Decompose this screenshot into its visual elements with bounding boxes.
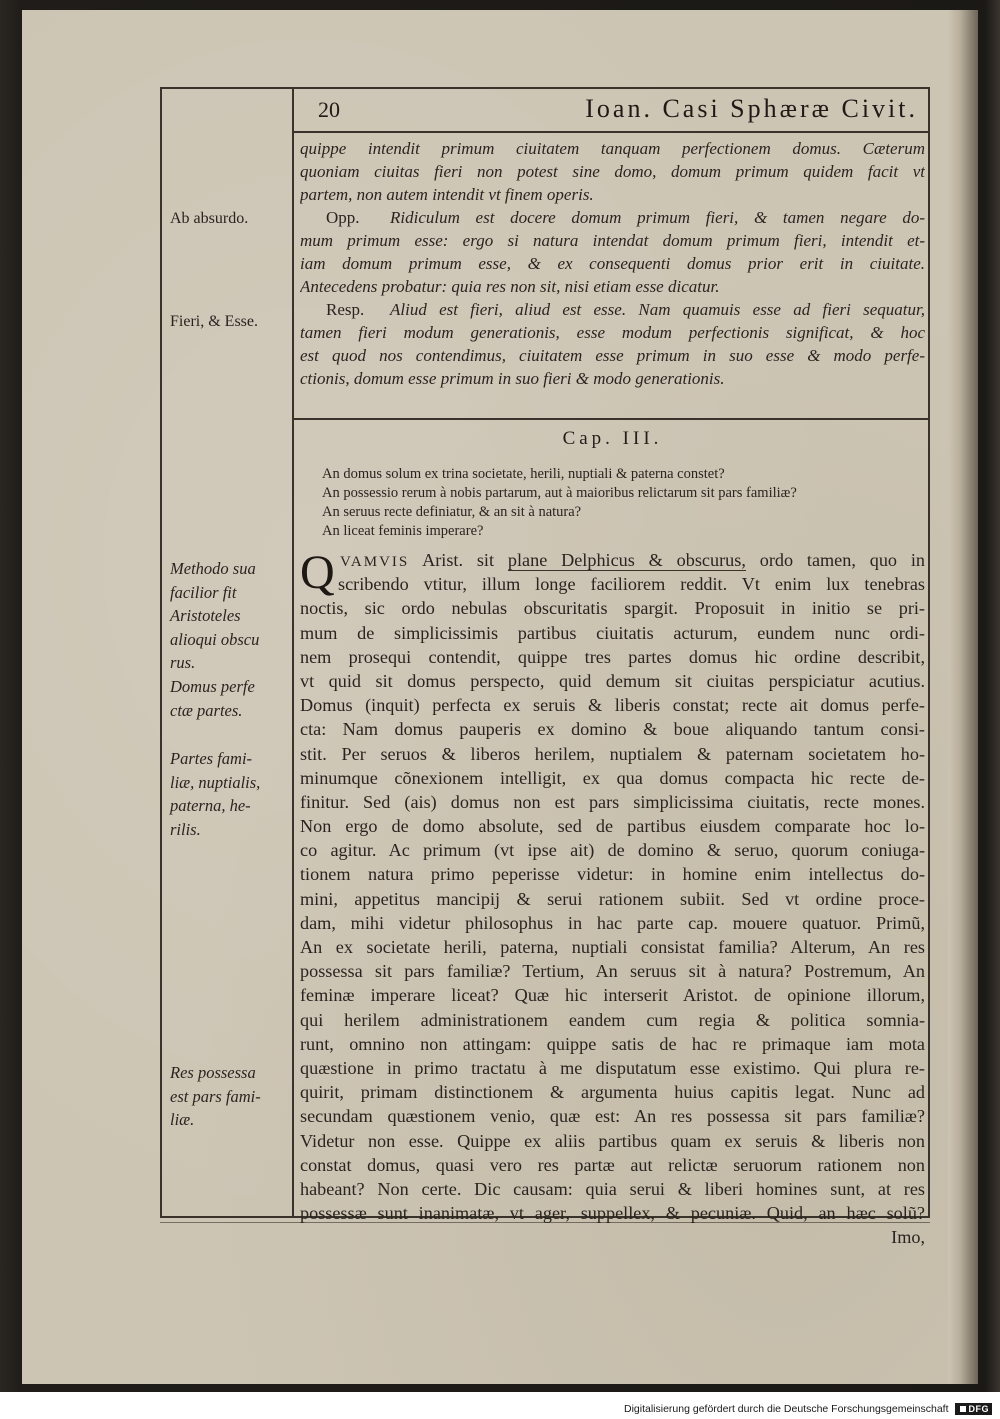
text-line: quirit, primam distinctionem & argumenta huius capitis legat. Nunc ad	[300, 1082, 925, 1103]
margin-note-line: liæ.	[170, 1110, 195, 1129]
text-line: quoniam ciuitas fieri non potest sine domo, domum primum quidem facit vt	[300, 162, 925, 181]
text-line: quippe intendit primum ciuitatem tanquam perfectionem domus. Cæterum	[300, 139, 925, 158]
frame-rule-left-inner	[292, 87, 294, 1217]
question-line: An liceat feminis imperare?	[322, 523, 484, 539]
margin-note-line: alioqui obscu	[170, 629, 260, 649]
margin-note-text: Ab absurdo.	[170, 210, 249, 227]
text-line: Domus (inquit) perfecta ex seruis & liberis constat; recte ait domus perfe-	[300, 695, 925, 716]
frame-rule-section	[294, 418, 928, 420]
text-line: feminæ imperare liceat? Quæ hic interserit Aristot. de opinione illorum,	[300, 985, 925, 1006]
text-line: habeant? Non certe. Dic causam: quia serui & liberi homines sunt, at res	[300, 1178, 925, 1199]
margin-note-res-possessa	[170, 1061, 290, 1132]
text-line: vt quid sit domus perspecto, quid demum sit ciuitas perspiciatur acutius.	[300, 670, 925, 691]
text-line: ctionis, domum esse primum in suo fieri & modo generationis.	[300, 369, 725, 388]
margin-note-line: rus.	[170, 653, 196, 672]
text-line: qui herilem administrationem eandem cum regia & politica somnia-	[300, 1009, 925, 1030]
resp-label: Resp.	[326, 300, 365, 319]
text-line: nem prosequi contendit, quippe tres partes domus hic ordine describit,	[300, 646, 925, 667]
text-line: noctis, sic ordo nebulas obscuritatis spargit. Proposuit in initio se pri-	[300, 598, 925, 619]
text-line: co agitur. Ac primum (vt ipse ait) de domino & seruo, quorum coniuga-	[300, 840, 925, 861]
margin-note-line: Aristoteles	[170, 606, 241, 625]
frame-rule-right	[928, 87, 930, 1217]
text-line: possessæ sunt inanimatæ, vt ager, suppellex, & pecuniæ. Quid, an hæc solũ?	[300, 1203, 925, 1224]
text-line	[338, 548, 925, 572]
running-head	[318, 94, 918, 130]
frame-rule-top	[160, 87, 930, 89]
main-commentary	[300, 548, 925, 1249]
question-line: An domus solum ex trina societate, herili, nuptiali & paterna constet?	[322, 466, 725, 482]
text-span: Arist. sit	[409, 550, 508, 570]
disputation-block	[300, 137, 925, 390]
text-line: secundam quæstionem venio, quæ est: An res possessa sit pars familiæ?	[300, 1106, 925, 1127]
running-head-title: Ioan. Casi Sphæræ Civit.	[585, 94, 918, 123]
text-line: Non ergo de domo absolute, sed de partibus eiusdem comparate hoc lo-	[300, 816, 925, 837]
page-gutter-shadow	[948, 10, 978, 1384]
text-line: dam, mihi videtur philosophus in hac parte cap. mouere quatuor. Primũ,	[300, 912, 925, 933]
dfg-logo	[955, 1403, 993, 1415]
first-word-caps: VAMVIS	[340, 554, 410, 570]
text-line: minumque cõnexionem intelligit, ex qua domus compacta hic recte de-	[300, 767, 925, 788]
text-line	[300, 206, 925, 229]
text-line	[300, 298, 925, 321]
question-line: An seruus recte definiatur, & an sit à natura?	[322, 504, 582, 520]
margin-note-line: Res possessa	[170, 1063, 256, 1082]
dfg-logo-mark-icon	[958, 1404, 968, 1414]
text-line: tionem natura primo peperisse videtur: in homine enim intellectus do-	[300, 864, 925, 885]
margin-note-ab-absurdo	[170, 207, 290, 230]
opp-label: Opp.	[326, 208, 360, 227]
text-line: mum primum esse: ergo si natura intendat domum primum fieri, intendit et-	[300, 231, 925, 250]
text-line: mini, appetitus mancipij & serui rationem subiit. Sed vt ordine proce-	[300, 888, 925, 909]
text-line: est quod nos contendimus, ciuitatem esse primum in suo esse & modo perfe-	[300, 346, 925, 365]
text-line: Videtur non esse. Quippe ex aliis partibus quam ex seruis & liberis non	[300, 1130, 925, 1151]
digitization-credit	[624, 1401, 992, 1417]
text-span: ordo tamen, quo in	[745, 550, 925, 570]
margin-note-line: rilis.	[170, 819, 201, 839]
margin-note-methodo	[170, 557, 290, 675]
text-line: finitur. Sed (ais) domus non est pars simplicissima ciuitatis, recte mones.	[300, 791, 925, 812]
text-line: constat domus, quasi vero res partæ aut relictæ seruorum rationem non	[300, 1154, 925, 1175]
margin-note-line: facilior fit	[170, 582, 237, 602]
margin-note-fieri-esse	[170, 310, 290, 333]
text-line: possessa sit pars familiæ? Tertium, An seruus sit à natura? Postremum, An	[300, 961, 925, 982]
frame-rule-left-outer	[160, 87, 162, 1217]
margin-note-line: Domus perfe	[170, 677, 255, 696]
catchword: Imo,	[891, 1227, 925, 1248]
margin-note-domus	[170, 675, 290, 722]
text-line: An ex societate herili, paterna, nuptiali consistat familia? Alterum, An res	[300, 937, 925, 957]
margin-note-text: Fieri, & Esse.	[170, 313, 258, 330]
margin-note-line: liæ, nuptialis,	[170, 772, 261, 792]
text-line: cta: Nam domus pauperis ex domino & boue aliquando tantum consi-	[300, 719, 925, 740]
text-line: mum de simplicissimis partibus ciuitatis acturum, eundem nunc ordi-	[300, 622, 925, 643]
margin-note-line: est pars fami-	[170, 1086, 261, 1106]
page-number: 20	[318, 97, 340, 122]
text-span: Aliud est fieri, aliud est esse. Nam quamuis esse ad fieri sequatur,	[390, 300, 925, 319]
text-line: runt, omnino non attingam: quippe satis de hac re primaque iam mota	[300, 1033, 925, 1054]
dfg-logo-text: DFG	[968, 1404, 989, 1414]
text-line: quæstione in primo tractatu à me disputatum esse existimo. Qui plura re-	[300, 1057, 925, 1078]
margin-note-line: ctæ partes.	[170, 700, 243, 720]
text-line: Antecedens probatur: quia res non sit, nisi etiam esse dicatur.	[300, 277, 720, 296]
drop-cap: Q	[300, 546, 335, 599]
underlined-phrase: plane Delphicus & obscurus,	[507, 550, 746, 570]
text-line: iam domum primum esse, & ex consequenti domus prior erit in ciuitate.	[300, 254, 925, 273]
chapter-title: Cap. III.	[562, 428, 663, 449]
margin-note-line: paterna, he-	[170, 796, 251, 815]
text-line: scribendo vtitur, illum longe faciliorem reddit. Vt enim lux tenebras	[338, 574, 925, 595]
text-span: Ridiculum est docere domum primum fieri, & tamen negare do-	[390, 208, 925, 227]
margin-note-line: Methodo sua	[170, 559, 256, 578]
chapter-questions	[322, 465, 797, 541]
margin-note-partes	[170, 747, 290, 841]
credit-text: Digitalisierung gefördert durch die Deutsche Forschungsgemeinschaft	[623, 1403, 949, 1415]
text-line: partem, non autem intendit vt finem operis.	[300, 185, 594, 204]
question-line: An possessio rerum à nobis partarum, aut à maioribus relictarum sit pars familiæ?	[322, 485, 797, 501]
frame-rule-head	[294, 131, 928, 133]
margin-note-line: Partes fami-	[170, 749, 253, 768]
text-line: stit. Per seruos & liberos herilem, nuptialem & paternam societatem ho-	[300, 743, 925, 764]
text-line: tamen fieri modum generationis, esse modum perfectionis significat, & hoc	[300, 323, 925, 342]
